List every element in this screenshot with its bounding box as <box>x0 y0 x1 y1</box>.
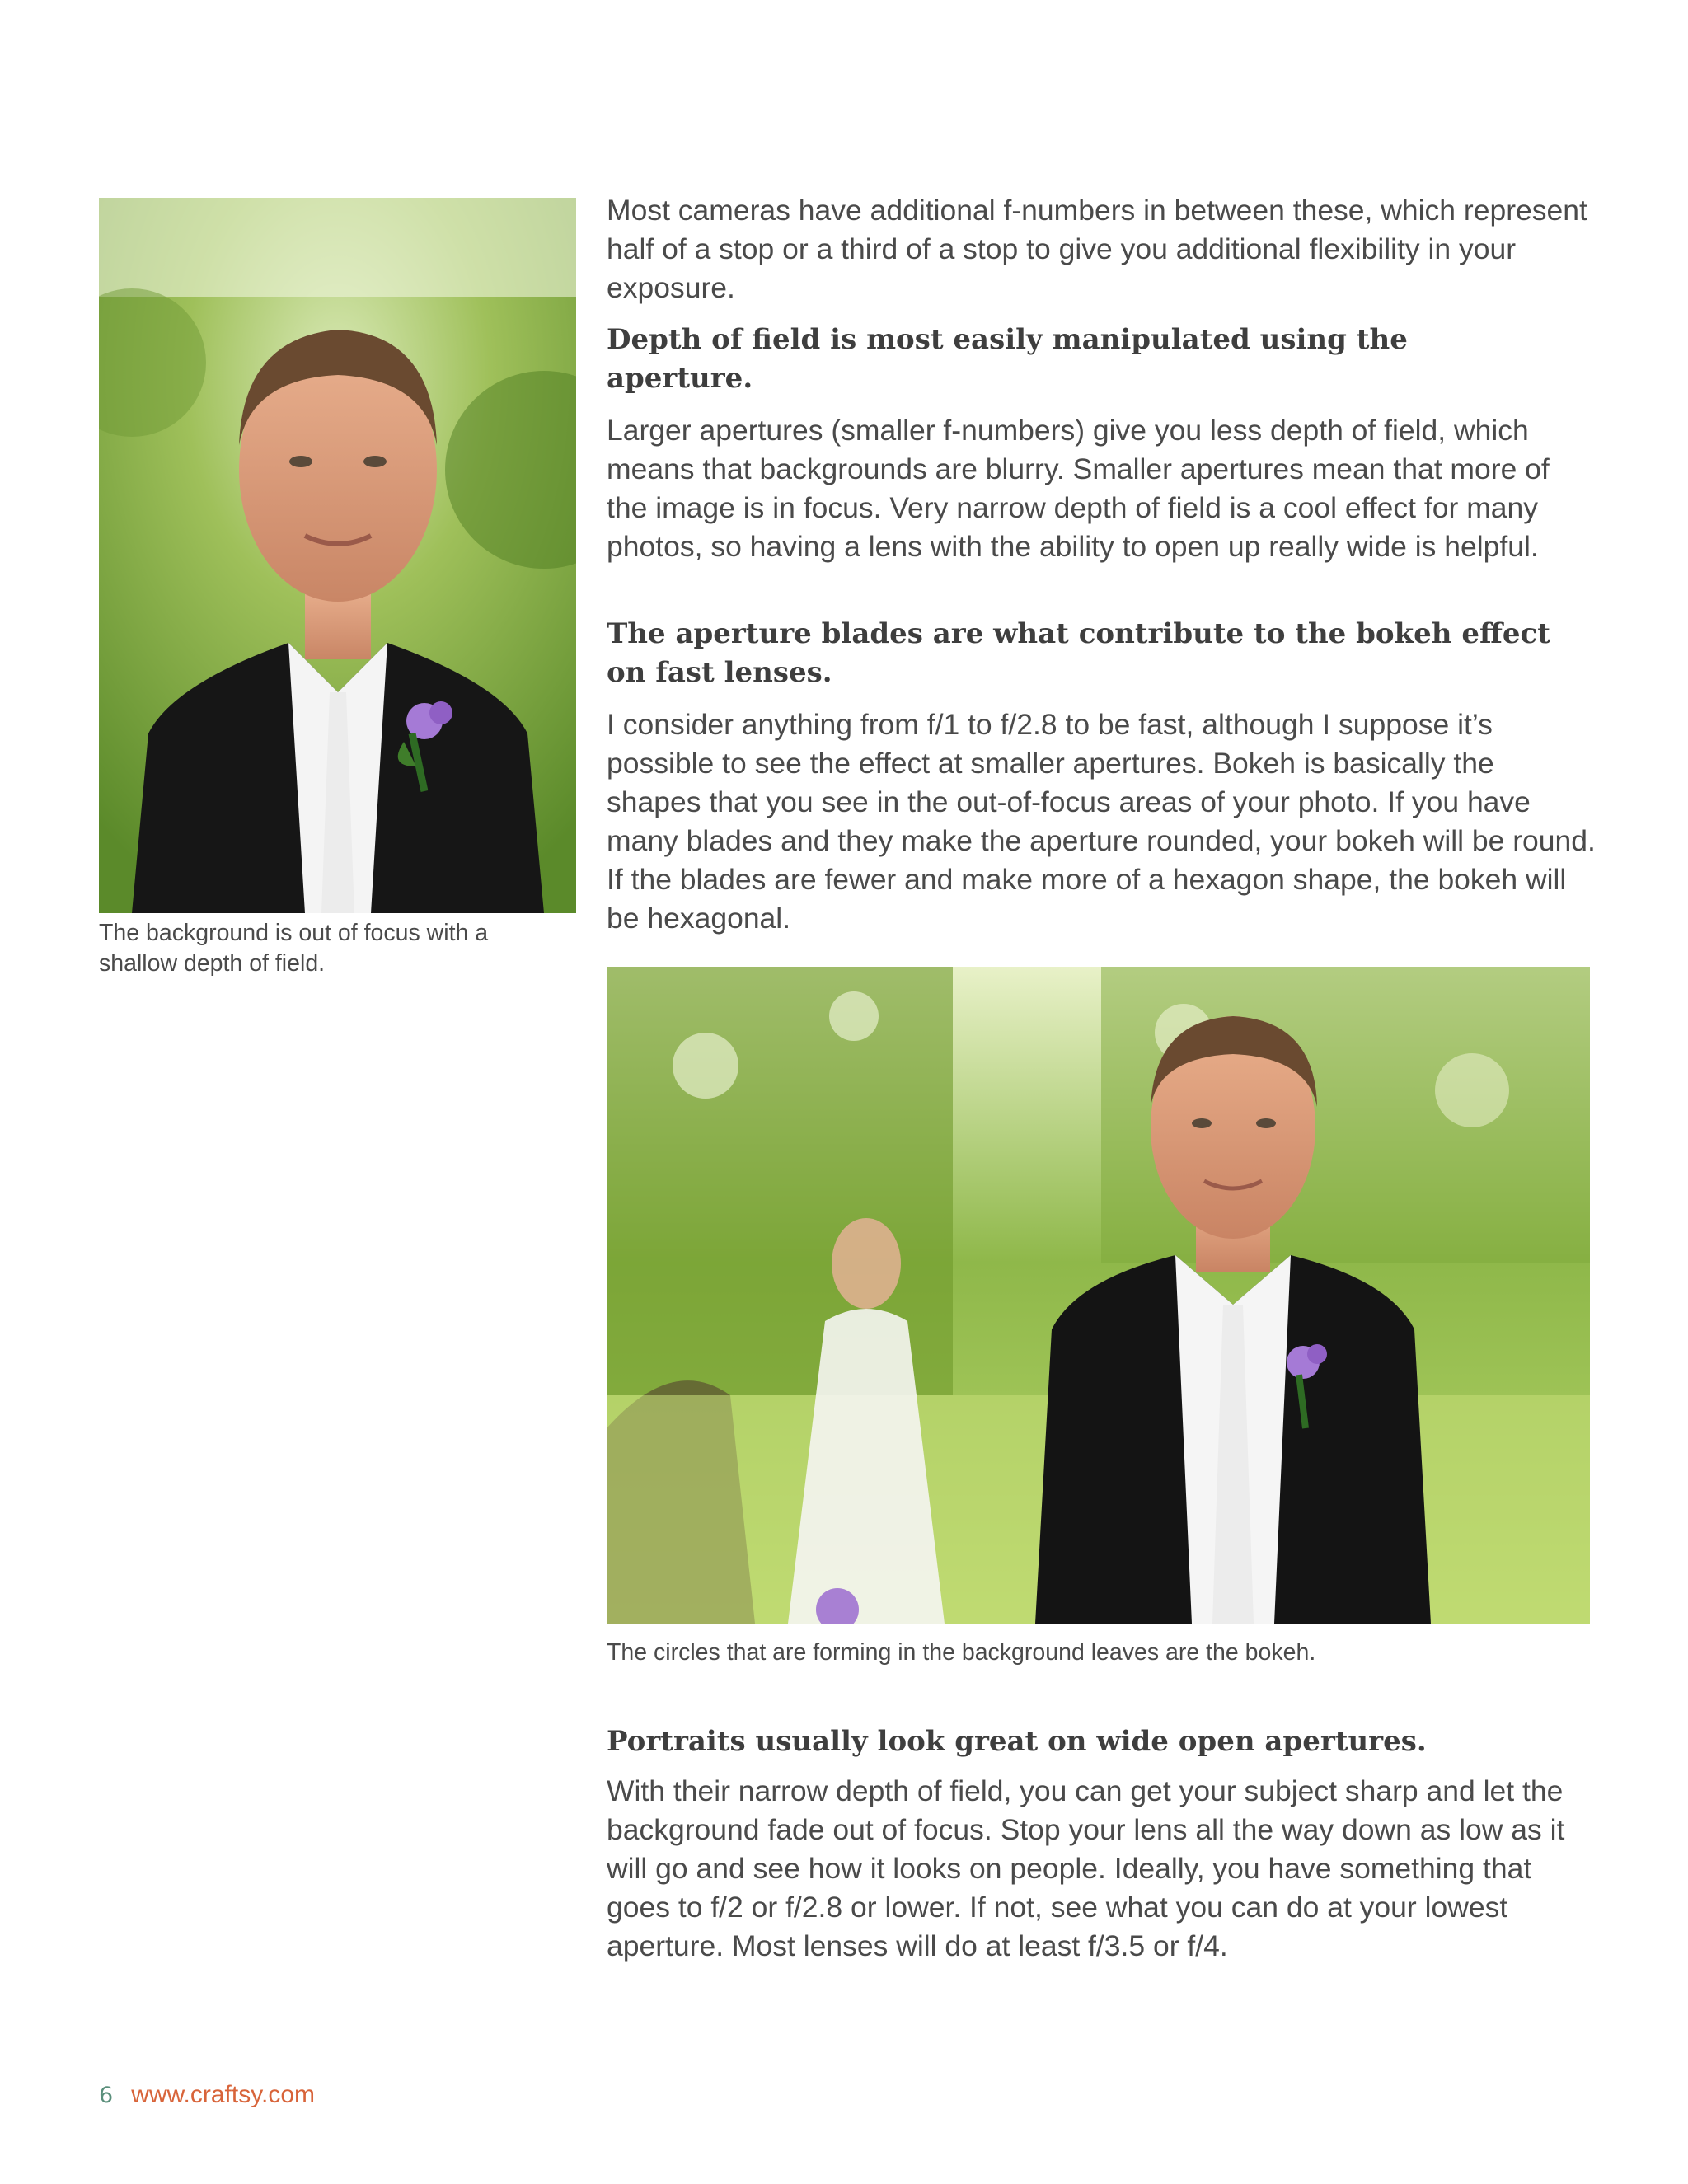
intro-paragraph: Most cameras have additional f-numbers in between these, which represent half of a stop or a third of a stop to give you additional flexibility in your exposure. <box>607 194 1587 304</box>
aperture-blades-paragraph: I consider anything from f/1 to f/2.8 to be fast, although I suppose it’s possible to see the effect at smaller apertures. Bokeh is basically the shapes that you see in the out-of-focus areas of your photo. If you have many blades and they make the aperture rounded, your bokeh will be round. If the blades are fewer and make more of a hexagon shape, the bokeh will be hexagonal. <box>607 708 1596 935</box>
site-url-link[interactable]: www.craftsy.com <box>131 2081 315 2108</box>
heading-portraits: Portraits usually look great on wide open apertures. <box>607 1725 1427 1758</box>
portraits-paragraph: With their narrow depth of field, you can get your subject sharp and let the background fade out of focus. Stop your lens all the way down as low as it will go and see how it looks on people. Ideally, you have something that goes to f/2 or f/2.8 or lower. If not, see what you can do at your lowest aperture. Most lenses will do at least f/3.5 or f/4. <box>607 1774 1565 1962</box>
photo-caption-2: The circles that are forming in the background leaves are the bokeh. <box>607 1639 1316 1666</box>
heading-depth-of-field: Depth of field is most easily manipulated using the aperture. <box>607 323 1408 395</box>
portrait-photo-groom <box>99 198 576 913</box>
depth-of-field-paragraph: Larger apertures (smaller f-numbers) give you less depth of field, which means that backgrounds are blurry. Smaller apertures mean that more of the image is in focus. Very narrow depth of field is a cool effect for many photos, so having a lens with the ability to open up really wide is helpful. <box>607 414 1550 563</box>
page-footer <box>99 2079 315 2112</box>
photo-groom-and-bride-bokeh <box>607 967 1590 1624</box>
page-number: 6 <box>99 2083 114 2108</box>
heading-aperture-blades: The aperture blades are what contribute to the bokeh effect on fast lenses. <box>607 617 1550 689</box>
photo-caption-1: The background is out of focus with a shallow depth of field. <box>99 920 489 977</box>
